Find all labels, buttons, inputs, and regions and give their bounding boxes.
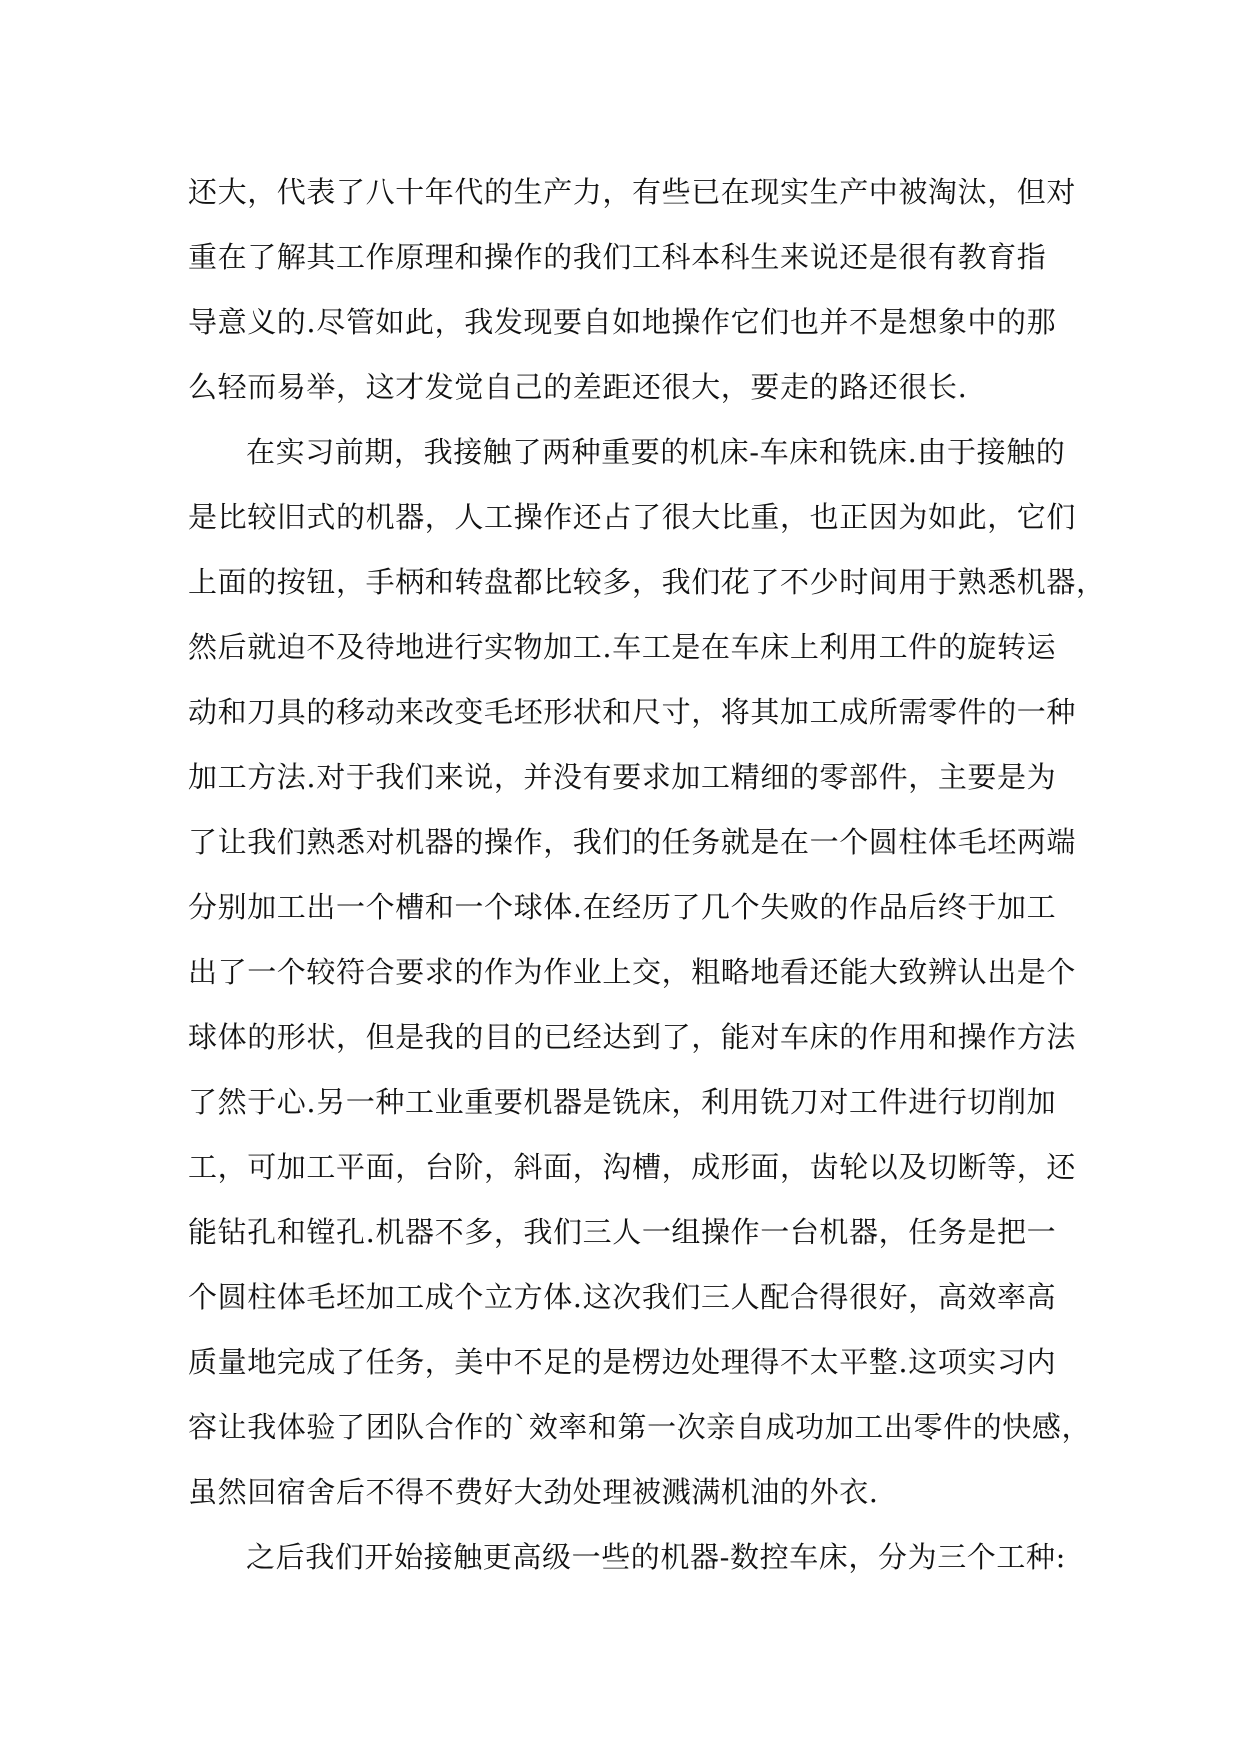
text-line: 上面的按钮，手柄和转盘都比较多，我们花了不少时间用于熟悉机器， (188, 565, 1106, 599)
text-line: 个圆柱体毛坯加工成个立方体.这次我们三人配合得很好，高效率高 (188, 1280, 1057, 1314)
text-line: 是比较旧式的机器，人工操作还占了很大比重，也正因为如此，它们 (188, 500, 1077, 534)
text-line: 重在了解其工作原理和操作的我们工科本科生来说还是很有教育指 (188, 240, 1047, 274)
text-line: 在实习前期，我接触了两种重要的机床-车床和铣床.由于接触的 (246, 435, 1066, 469)
text-line: 导意义的.尽管如此，我发现要自如地操作它们也并不是想象中的那 (188, 305, 1057, 339)
text-line: 还大，代表了八十年代的生产力，有些已在现实生产中被淘汰，但对 (188, 175, 1077, 209)
text-line: 质量地完成了任务，美中不足的是楞边处理得不太平整.这项实习内 (188, 1345, 1057, 1379)
paragraph-2 (188, 420, 1106, 1525)
text-line: 虽然回宿舍后不得不费好大劲处理被溅满机油的外衣. (188, 1475, 879, 1509)
text-line: 之后我们开始接触更高级一些的机器-数控车床，分为三个工种: (246, 1540, 1066, 1574)
text-line: 动和刀具的移动来改变毛坯形状和尺寸，将其加工成所需零件的一种 (188, 695, 1077, 729)
text-line: 能钻孔和镗孔.机器不多，我们三人一组操作一台机器，任务是把一 (188, 1215, 1057, 1249)
text-line: 球体的形状，但是我的目的已经达到了，能对车床的作用和操作方法 (188, 1020, 1077, 1054)
text-line: 分别加工出一个槽和一个球体.在经历了几个失败的作品后终于加工 (188, 890, 1057, 924)
text-line: 然后就迫不及待地进行实物加工.车工是在车床上利用工件的旋转运 (188, 630, 1057, 664)
text-line: 容让我体验了团队合作的`效率和第一次亲自成功加工出零件的快感， (188, 1410, 1092, 1444)
text-line: 出了一个较符合要求的作为作业上交，粗略地看还能大致辨认出是个 (188, 955, 1077, 989)
text-line: 么轻而易举，这才发觉自己的差距还很大，要走的路还很长. (188, 370, 968, 404)
text-line: 了让我们熟悉对机器的操作，我们的任务就是在一个圆柱体毛坯两端 (188, 825, 1077, 859)
paragraph-3 (188, 1525, 1068, 1590)
text-line: 加工方法.对于我们来说，并没有要求加工精细的零部件，主要是为 (188, 760, 1057, 794)
text-line: 工，可加工平面，台阶，斜面，沟槽，成形面，齿轮以及切断等，还 (188, 1150, 1077, 1184)
text-line: 了然于心.另一种工业重要机器是铣床，利用铣刀对工件进行切削加 (188, 1085, 1057, 1119)
document-page (188, 160, 1106, 1590)
paragraph-1 (188, 160, 1077, 420)
